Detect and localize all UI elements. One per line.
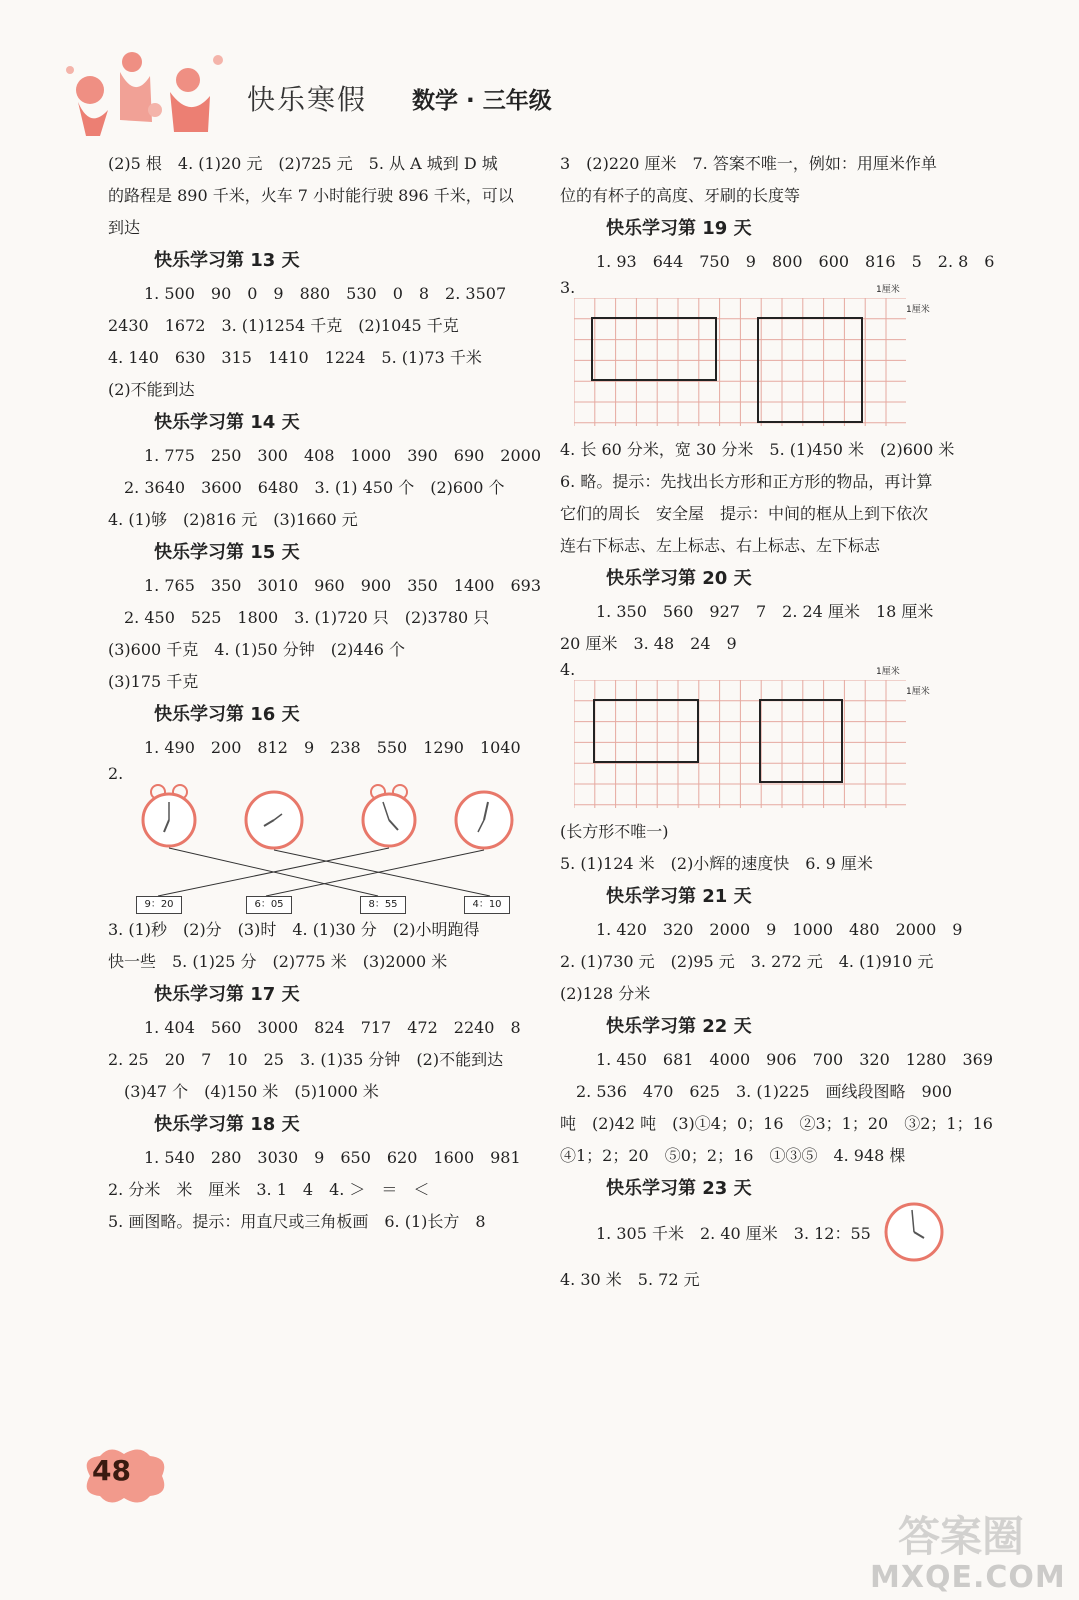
answer-line: 4. 长 60 分米，宽 30 分米 5. (1)450 米 (2)600 米: [560, 440, 955, 459]
answer-line: 4. 140 630 315 1410 1224 5. (1)73 千米: [108, 348, 482, 367]
answer-line: 2. 分米 米 厘米 3. 1 4 4. ＞ ＝ ＜: [108, 1180, 430, 1199]
answer-line: 2. 25 20 7 10 25 3. (1)35 分钟 (2)不能到达: [108, 1050, 504, 1069]
section-title-day-13: 快乐学习第 13 天: [154, 250, 300, 271]
answer-line: 2. 536 470 625 3. (1)225 画线段图略 900: [576, 1082, 953, 1101]
answer-line: (2)5 根 4. (1)20 元 (2)725 元 5. 从 A 城到 D 城: [108, 154, 498, 173]
answer-line: 1. 500 90 0 9 880 530 0 8 2. 3507: [144, 284, 507, 303]
drawn-shapes: [574, 680, 914, 810]
section-title-day-22: 快乐学习第 22 天: [606, 1016, 752, 1037]
answer-line: 2. (1)730 元 (2)95 元 3. 272 元 4. (1)910 元: [560, 952, 934, 971]
left-column: [108, 148, 542, 1238]
answer-line: 6. 略。提示：先找出长方形和正方形的物品，再计算: [560, 472, 933, 491]
section-title-day-23: 快乐学习第 23 天: [606, 1178, 752, 1199]
watermark-cn: 答案圈: [898, 1512, 1025, 1561]
watermark: [870, 1500, 1066, 1596]
book-title: 快乐寒假: [247, 83, 368, 116]
answer-row-with-clock: [560, 1206, 1000, 1264]
answer-line: 4. (1)够 (2)816 元 (3)1660 元: [108, 510, 358, 529]
answer-line: (3)175 千克: [108, 672, 199, 691]
section-title-day-15: 快乐学习第 15 天: [154, 542, 300, 563]
section-title-day-17: 快乐学习第 17 天: [154, 984, 300, 1005]
page-number-badge: [80, 1448, 170, 1504]
answer-line: 1. 420 320 2000 9 1000 480 2000 9: [596, 920, 963, 939]
answer-line: 1. 450 681 4000 906 700 320 1280 369: [596, 1050, 994, 1069]
answer-line: 的路程是 890 千米，火车 7 小时能行驶 896 千米，可以: [108, 186, 514, 205]
kids-logo-icon: [60, 40, 230, 140]
answer-line: 1. 350 560 927 7 2. 24 厘米 18 厘米: [596, 602, 934, 621]
answer-line: 5. (1)124 米 (2)小辉的速度快 6. 9 厘米: [560, 854, 873, 873]
drawn-shapes: [574, 298, 914, 428]
answer-line: ④1；2；20 ⑤0；2；16 ①③⑤ 4. 948 棵: [560, 1146, 906, 1165]
answer-line: (2)128 分米: [560, 984, 651, 1003]
section-title-day-19: 快乐学习第 19 天: [606, 218, 752, 239]
wall-clock-icon: [246, 792, 302, 848]
answer-line: 1. 404 560 3000 824 717 472 2240 8: [144, 1018, 521, 1037]
answer-line: (长方形不唯一): [560, 822, 669, 841]
answer-line: 2. 3640 3600 6480 3. (1) 450 个 (2)600 个: [124, 478, 505, 497]
section-title-day-20: 快乐学习第 20 天: [606, 568, 752, 589]
answer-line: 2.: [108, 764, 124, 783]
section-title-day-18: 快乐学习第 18 天: [154, 1114, 300, 1135]
answer-line: 2430 1672 3. (1)1254 千克 (2)1045 千克: [108, 316, 459, 335]
right-column: [560, 148, 1000, 1296]
answer-line: 3. (1)秒 (2)分 (3)时 4. (1)30 分 (2)小明跑得: [108, 920, 480, 939]
scale-label: 1厘米: [906, 687, 930, 697]
rectangle-shape: [594, 700, 698, 762]
square-shape: [758, 318, 862, 422]
answer-line: 它们的周长 安全屋 提示：中间的框从上到下依次: [560, 504, 929, 523]
answer-line: (3)47 个 (4)150 米 (5)1000 米: [124, 1082, 379, 1101]
answer-line: 20 厘米 3. 48 24 9: [560, 634, 737, 653]
answer-line: 1. 775 250 300 408 1000 390 690 2000: [144, 446, 542, 465]
grid-figure-day-19: [560, 285, 1000, 434]
time-label: 4：10: [464, 896, 510, 914]
section-title-day-16: 快乐学习第 16 天: [154, 704, 300, 725]
answer-line: 吨 (2)42 吨 (3)①4；0；16 ②3；1；20 ③2；1；16: [560, 1114, 993, 1133]
answer-line: (2)不能到达: [108, 380, 195, 399]
answer-line: 3 (2)220 厘米 7. 答案不唯一，例如：用厘米作单: [560, 154, 937, 173]
answer-line: 快一些 5. (1)25 分 (2)775 米 (3)2000 米: [108, 952, 448, 971]
grid-figure-day-20: [560, 667, 1000, 816]
answer-line: 1. 765 350 3010 960 900 350 1400 693: [144, 576, 542, 595]
square-shape: [760, 700, 842, 782]
section-title-day-21: 快乐学习第 21 天: [606, 886, 752, 907]
answer-line: 4. 30 米 5. 72 元: [560, 1270, 700, 1289]
scale-label: 1厘米: [876, 667, 900, 677]
answer-line: 3.: [560, 278, 576, 297]
page-header: [60, 40, 620, 140]
wall-clock-icon: [882, 1200, 946, 1264]
answer-line: 到达: [108, 218, 141, 237]
time-label: 9：20: [136, 896, 182, 914]
answer-line: (3)600 千克 4. (1)50 分钟 (2)446 个: [108, 640, 406, 659]
wall-clock-icon: [456, 792, 512, 848]
watermark-url: MXQE.COM: [870, 1560, 1066, 1595]
scale-label: 1厘米: [906, 305, 930, 315]
section-title-day-14: 快乐学习第 14 天: [154, 412, 300, 433]
clock-matching-figure: [136, 784, 538, 914]
alarm-clock-icon: [143, 785, 195, 846]
page-number: 48: [92, 1454, 131, 1487]
answer-line: 位的有杯子的高度、牙刷的长度等: [560, 186, 801, 205]
clock-diagram: [136, 784, 536, 896]
time-label: 6：05: [246, 896, 292, 914]
alarm-clock-icon: [363, 785, 415, 846]
answer-line: 连右下标志、左上标志、右上标志、左下标志: [560, 536, 881, 555]
answer-line: 1. 540 280 3030 9 650 620 1600 981: [144, 1148, 521, 1167]
answer-line: 1. 93 644 750 9 800 600 816 5 2. 8 6: [596, 252, 995, 271]
answer-line: 2. 450 525 1800 3. (1)720 只 (2)3780 只: [124, 608, 490, 627]
answer-line: 1. 490 200 812 9 238 550 1290 1040: [144, 738, 521, 757]
answer-line: 5. 画图略。提示：用直尺或三角板画 6. (1)长方 8: [108, 1212, 486, 1231]
time-label: 8：55: [360, 896, 406, 914]
scale-label: 1厘米: [876, 285, 900, 295]
subject-grade: 数学 · 三年级: [412, 88, 552, 114]
answer-line: 1. 305 千米 2. 40 厘米 3. 12：55: [596, 1224, 871, 1243]
answer-line: 4.: [560, 660, 576, 679]
rectangle-shape: [592, 318, 716, 380]
